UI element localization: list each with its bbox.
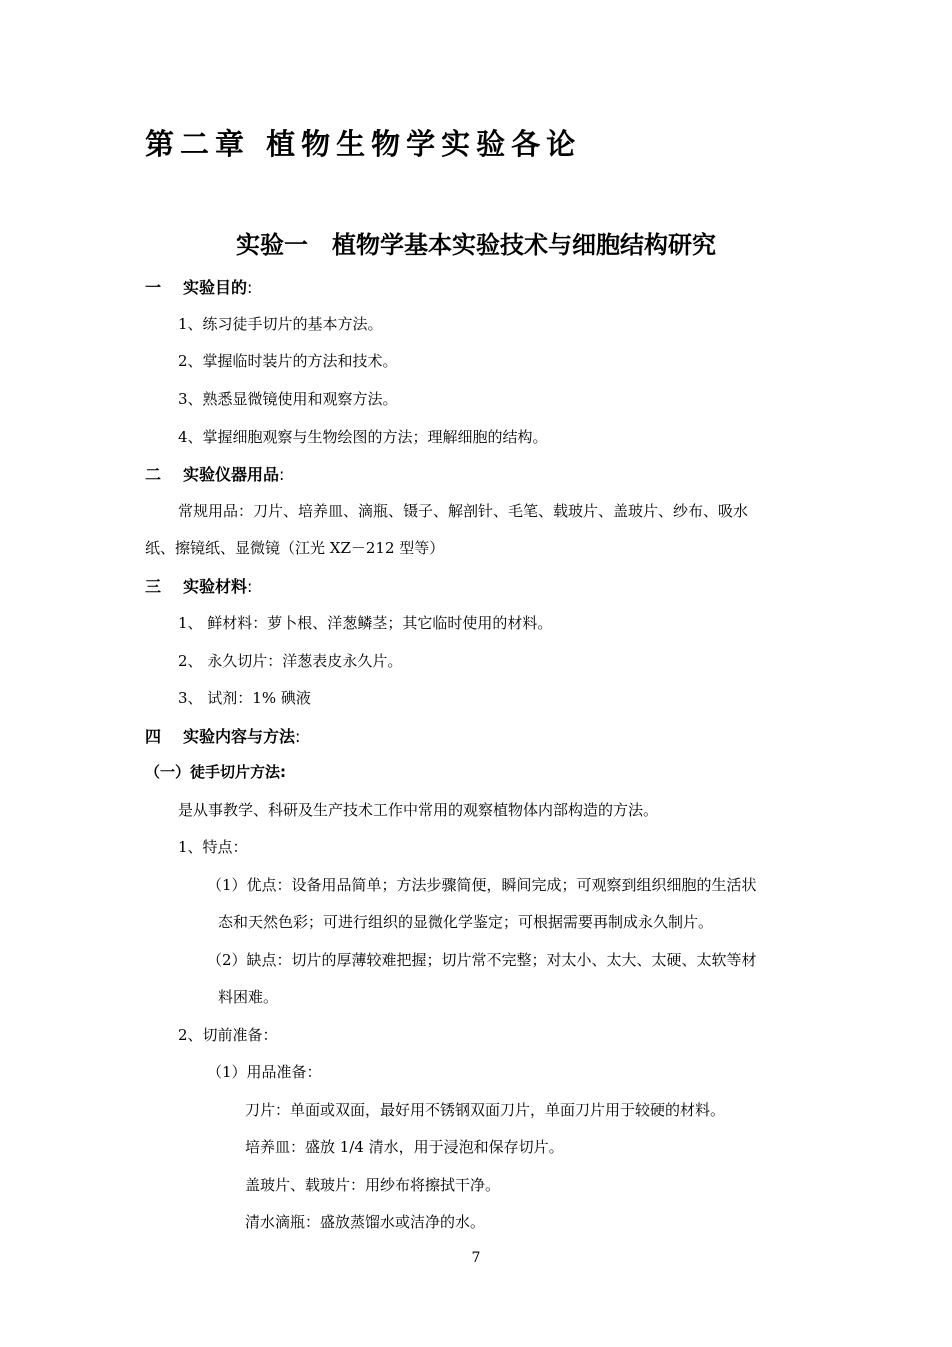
section-heading-2 — [145, 462, 284, 485]
section-title: 实验目的 — [183, 278, 248, 297]
subsection-heading: （一）徒手切片方法: — [145, 763, 286, 781]
section-heading-4 — [145, 724, 300, 747]
list-item: 2、 永久切片：洋葱表皮永久片。 — [178, 652, 403, 670]
equipment-text-line2: 纸、擦镜纸、显微镜（江光 XZ－212 型等） — [145, 539, 445, 557]
section-colon: : — [295, 727, 301, 746]
section-title: 实验材料 — [183, 577, 248, 596]
disadvantages-line1: （2）缺点：切片的厚薄较难把握；切片常不完整；对太小、太大、太硬、太软等材 — [207, 951, 757, 969]
list-item: 1、 鲜材料：萝卜根、洋葱鳞茎；其它临时使用的材料。 — [178, 614, 553, 632]
features-heading: 1、特点： — [178, 838, 248, 856]
list-item: 清水滴瓶：盛放蒸馏水或洁净的水。 — [245, 1213, 486, 1231]
section-number: 二 — [145, 465, 162, 484]
list-item: 2、掌握临时装片的方法和技术。 — [178, 352, 398, 370]
list-item: 培养皿：盛放 1/4 清水，用于浸泡和保存切片。 — [245, 1138, 564, 1156]
section-title: 实验仪器用品 — [183, 465, 280, 484]
experiment-title: 实验一 植物学基本实验技术与细胞结构研究 — [236, 231, 716, 259]
list-item: 4、掌握细胞观察与生物绘图的方法；理解细胞的结构。 — [178, 428, 548, 446]
list-item: 盖玻片、载玻片：用纱布将擦拭干净。 — [245, 1176, 501, 1194]
disadvantages-line2: 料困难。 — [218, 988, 279, 1006]
section-heading-3 — [145, 574, 252, 597]
section-number: 四 — [145, 727, 162, 746]
chapter-title: 第二章 植物生物学实验各论 — [145, 127, 582, 161]
section-heading-1 — [145, 275, 252, 298]
section-colon: : — [247, 577, 253, 596]
section-number: 一 — [145, 278, 162, 297]
list-item: 1、练习徒手切片的基本方法。 — [178, 315, 383, 333]
list-item: 刀片：单面或双面，最好用不锈钢双面刀片，单面刀片用于较硬的材料。 — [245, 1101, 726, 1119]
equipment-text-line1: 常规用品：刀片、培养皿、滴瓶、镊子、解剖针、毛笔、载玻片、盖玻片、纱布、吸水 — [178, 502, 749, 520]
prep-subheading: （1）用品准备： — [207, 1063, 322, 1081]
section-colon: : — [279, 465, 285, 484]
list-item: 3、 试剂：1% 碘液 — [178, 689, 311, 707]
advantages-line2: 态和天然色彩；可进行组织的显微化学鉴定；可根据需要再制成永久制片。 — [218, 913, 714, 931]
advantages-line1: （1）优点：设备用品简单；方法步骤简便，瞬间完成；可观察到组织细胞的生活状 — [207, 876, 757, 894]
section-number: 三 — [145, 577, 162, 596]
page-number: 7 — [471, 1250, 481, 1266]
list-item: 3、熟悉显微镜使用和观察方法。 — [178, 390, 398, 408]
intro-paragraph: 是从事教学、科研及生产技术工作中常用的观察植物体内部构造的方法。 — [178, 801, 659, 819]
section-colon: : — [247, 278, 253, 297]
prep-heading: 2、切前准备： — [178, 1026, 278, 1044]
section-title: 实验内容与方法 — [183, 727, 296, 746]
